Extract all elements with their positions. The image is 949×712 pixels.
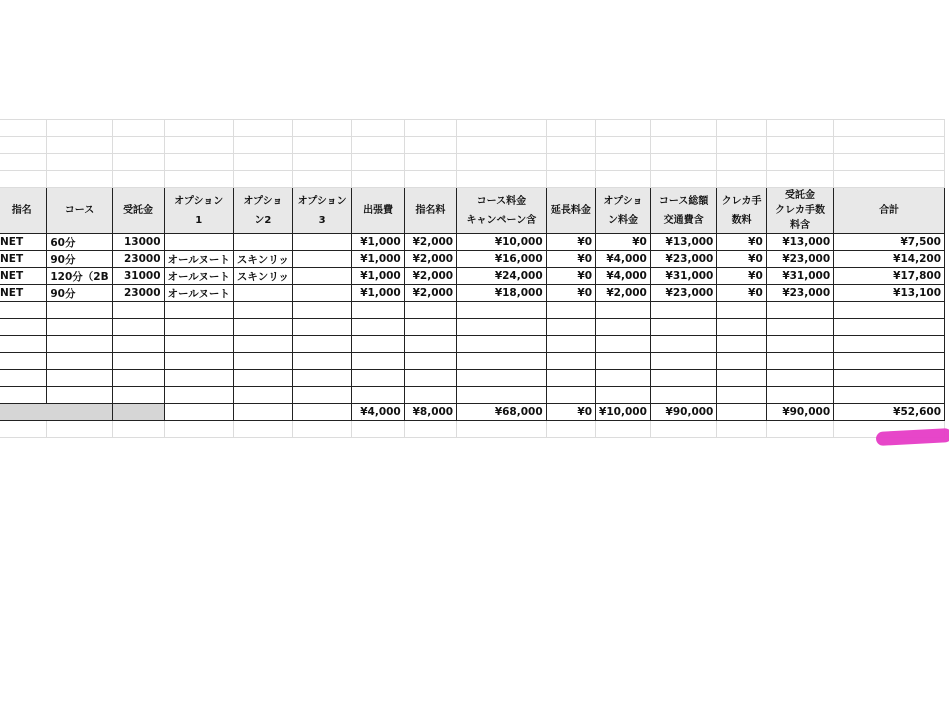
- cell[interactable]: [650, 171, 716, 188]
- cell[interactable]: [650, 154, 716, 171]
- cell[interactable]: ¥13,100: [834, 285, 945, 302]
- cell[interactable]: [404, 387, 456, 404]
- cell[interactable]: [834, 353, 945, 370]
- cell[interactable]: [164, 353, 233, 370]
- cell[interactable]: [834, 171, 945, 188]
- cell[interactable]: [457, 171, 547, 188]
- cell[interactable]: [457, 370, 547, 387]
- cell[interactable]: [112, 302, 164, 319]
- column-header[interactable]: 指名料: [404, 188, 456, 234]
- cell[interactable]: [717, 137, 766, 154]
- cell[interactable]: [766, 387, 833, 404]
- cell[interactable]: [717, 336, 766, 353]
- cell[interactable]: [292, 234, 352, 251]
- cell[interactable]: オールヌート: [164, 268, 233, 285]
- cell[interactable]: [596, 319, 651, 336]
- cell[interactable]: [457, 353, 547, 370]
- cell[interactable]: [352, 336, 404, 353]
- column-header[interactable]: コース: [47, 188, 112, 234]
- cell[interactable]: [457, 319, 547, 336]
- cell[interactable]: [0, 370, 47, 387]
- empty-row: [0, 120, 945, 137]
- column-header[interactable]: クレカ手 数料: [717, 188, 766, 234]
- cell[interactable]: [164, 234, 233, 251]
- cell[interactable]: [292, 137, 352, 154]
- cell[interactable]: [0, 137, 47, 154]
- cell[interactable]: [112, 353, 164, 370]
- empty-row: [0, 302, 945, 319]
- total-course-total[interactable]: ¥90,000: [650, 404, 716, 421]
- cell[interactable]: [0, 120, 47, 137]
- cell[interactable]: ¥17,800: [834, 268, 945, 285]
- cell[interactable]: [47, 370, 112, 387]
- cell[interactable]: [233, 370, 292, 387]
- cell[interactable]: [766, 336, 833, 353]
- cell[interactable]: [352, 421, 404, 438]
- cell[interactable]: [112, 137, 164, 154]
- cell[interactable]: [164, 137, 233, 154]
- cell[interactable]: [650, 302, 716, 319]
- highlight-marker: [876, 428, 949, 446]
- cell[interactable]: 31000: [112, 268, 164, 285]
- cell[interactable]: 90分: [47, 251, 112, 268]
- cell[interactable]: ¥0: [717, 251, 766, 268]
- cell[interactable]: ¥10,000: [457, 234, 547, 251]
- table-row: [0, 268, 945, 285]
- cell[interactable]: ¥23,000: [766, 285, 833, 302]
- cell[interactable]: [0, 302, 47, 319]
- cell[interactable]: [352, 137, 404, 154]
- cell[interactable]: [292, 404, 352, 421]
- cell[interactable]: [292, 285, 352, 302]
- totals-label-cell[interactable]: [0, 404, 112, 421]
- cell[interactable]: [596, 171, 651, 188]
- cell[interactable]: [292, 251, 352, 268]
- cell[interactable]: オールヌート: [164, 251, 233, 268]
- cell[interactable]: [457, 154, 547, 171]
- header-row: [0, 188, 945, 234]
- cell[interactable]: [457, 137, 547, 154]
- cell[interactable]: [164, 387, 233, 404]
- cell[interactable]: [0, 353, 47, 370]
- cell[interactable]: [233, 336, 292, 353]
- cell[interactable]: [834, 137, 945, 154]
- column-header[interactable]: オプション 3: [292, 188, 352, 234]
- cell[interactable]: [766, 137, 833, 154]
- cell[interactable]: [546, 370, 595, 387]
- column-header[interactable]: 出張費: [352, 188, 404, 234]
- cell[interactable]: [546, 319, 595, 336]
- cell[interactable]: スキンリッ: [233, 251, 292, 268]
- cell[interactable]: [546, 336, 595, 353]
- cell[interactable]: [233, 421, 292, 438]
- cell[interactable]: [292, 421, 352, 438]
- cell[interactable]: [717, 154, 766, 171]
- cell[interactable]: [834, 154, 945, 171]
- cell[interactable]: ¥31,000: [766, 268, 833, 285]
- totals-row: [0, 404, 945, 421]
- cell[interactable]: ¥24,000: [457, 268, 547, 285]
- cell[interactable]: [650, 387, 716, 404]
- cell[interactable]: [352, 319, 404, 336]
- cell[interactable]: [233, 171, 292, 188]
- cell[interactable]: [546, 421, 595, 438]
- cell[interactable]: ¥1,000: [352, 268, 404, 285]
- empty-row: [0, 137, 945, 154]
- column-header[interactable]: 受託金 クレカ手数 料含: [766, 188, 833, 234]
- cell[interactable]: [352, 171, 404, 188]
- cell[interactable]: [457, 336, 547, 353]
- cell[interactable]: [546, 387, 595, 404]
- cell[interactable]: [47, 137, 112, 154]
- cell[interactable]: [596, 421, 651, 438]
- cell[interactable]: ¥13,000: [766, 234, 833, 251]
- cell[interactable]: スキンリッ: [233, 268, 292, 285]
- cell[interactable]: [233, 154, 292, 171]
- cell[interactable]: [352, 302, 404, 319]
- cell[interactable]: ¥2,000: [596, 285, 651, 302]
- cell[interactable]: [834, 120, 945, 137]
- cell[interactable]: ¥0: [546, 251, 595, 268]
- empty-row: [0, 336, 945, 353]
- column-header[interactable]: コース料金 キャンペーン含: [457, 188, 547, 234]
- cell[interactable]: ¥0: [546, 285, 595, 302]
- empty-row: [0, 421, 945, 438]
- empty-row: [0, 171, 945, 188]
- cell[interactable]: [766, 171, 833, 188]
- cell[interactable]: [0, 421, 47, 438]
- cell[interactable]: [233, 120, 292, 137]
- cell[interactable]: [404, 319, 456, 336]
- cell[interactable]: ¥0: [717, 234, 766, 251]
- cell[interactable]: [717, 171, 766, 188]
- cell[interactable]: [292, 120, 352, 137]
- cell[interactable]: NET: [0, 251, 47, 268]
- cell[interactable]: ¥2,000: [404, 234, 456, 251]
- column-header[interactable]: 指名: [0, 188, 47, 234]
- cell[interactable]: [404, 171, 456, 188]
- column-header[interactable]: コース総額 交通費含: [650, 188, 716, 234]
- cell[interactable]: [164, 154, 233, 171]
- cell[interactable]: [596, 370, 651, 387]
- total-option[interactable]: ¥10,000: [596, 404, 651, 421]
- cell[interactable]: [164, 319, 233, 336]
- cell[interactable]: [352, 387, 404, 404]
- cell[interactable]: [717, 421, 766, 438]
- cell[interactable]: [766, 353, 833, 370]
- cell[interactable]: [47, 336, 112, 353]
- cell[interactable]: [0, 336, 47, 353]
- cell[interactable]: [717, 319, 766, 336]
- cell[interactable]: [717, 370, 766, 387]
- cell[interactable]: [457, 302, 547, 319]
- cell[interactable]: [233, 353, 292, 370]
- cell[interactable]: [0, 387, 47, 404]
- cell[interactable]: 23000: [112, 285, 164, 302]
- cell[interactable]: [47, 171, 112, 188]
- cell[interactable]: [47, 353, 112, 370]
- cell[interactable]: [766, 120, 833, 137]
- cell[interactable]: [47, 319, 112, 336]
- cell[interactable]: [650, 120, 716, 137]
- cell[interactable]: [404, 336, 456, 353]
- cell[interactable]: [766, 421, 833, 438]
- cell[interactable]: [650, 421, 716, 438]
- cell[interactable]: [292, 387, 352, 404]
- total-nomination[interactable]: ¥8,000: [404, 404, 456, 421]
- cell[interactable]: [766, 302, 833, 319]
- cell[interactable]: [834, 370, 945, 387]
- spreadsheet-grid: [0, 119, 945, 438]
- cell[interactable]: [292, 319, 352, 336]
- table-row: [0, 251, 945, 268]
- cell[interactable]: ¥0: [546, 234, 595, 251]
- cell[interactable]: NET: [0, 285, 47, 302]
- cell[interactable]: NET: [0, 234, 47, 251]
- cell[interactable]: [47, 387, 112, 404]
- cell[interactable]: [112, 171, 164, 188]
- total-deposit-card[interactable]: ¥90,000: [766, 404, 833, 421]
- cell[interactable]: [596, 154, 651, 171]
- cell[interactable]: [717, 302, 766, 319]
- cell[interactable]: [766, 319, 833, 336]
- cell[interactable]: [112, 336, 164, 353]
- cell[interactable]: [233, 302, 292, 319]
- table-row: [0, 285, 945, 302]
- cell[interactable]: [292, 353, 352, 370]
- cell[interactable]: 90分: [47, 285, 112, 302]
- cell[interactable]: ¥7,500: [834, 234, 945, 251]
- cell[interactable]: [164, 404, 233, 421]
- cell[interactable]: [47, 302, 112, 319]
- cell[interactable]: [292, 171, 352, 188]
- cell[interactable]: [164, 171, 233, 188]
- cell[interactable]: ¥31,000: [650, 268, 716, 285]
- cell[interactable]: [292, 154, 352, 171]
- cell[interactable]: [404, 353, 456, 370]
- cell[interactable]: ¥2,000: [404, 285, 456, 302]
- cell[interactable]: [457, 120, 547, 137]
- cell[interactable]: [0, 319, 47, 336]
- cell[interactable]: [164, 336, 233, 353]
- cell[interactable]: [650, 319, 716, 336]
- cell[interactable]: [546, 137, 595, 154]
- grand-total[interactable]: ¥52,600: [834, 404, 945, 421]
- cell[interactable]: [47, 421, 112, 438]
- cell[interactable]: ¥1,000: [352, 251, 404, 268]
- cell[interactable]: [650, 370, 716, 387]
- empty-row: [0, 387, 945, 404]
- cell[interactable]: [233, 387, 292, 404]
- cell[interactable]: [546, 154, 595, 171]
- total-course[interactable]: ¥68,000: [457, 404, 547, 421]
- cell[interactable]: [0, 154, 47, 171]
- cell[interactable]: [404, 421, 456, 438]
- cell[interactable]: [457, 421, 547, 438]
- cell[interactable]: 120分（2B: [47, 268, 112, 285]
- empty-row: [0, 370, 945, 387]
- cell[interactable]: ¥23,000: [766, 251, 833, 268]
- cell[interactable]: [834, 387, 945, 404]
- cell[interactable]: [164, 120, 233, 137]
- cell[interactable]: [766, 154, 833, 171]
- cell[interactable]: ¥23,000: [650, 285, 716, 302]
- cell[interactable]: [112, 370, 164, 387]
- cell[interactable]: [546, 353, 595, 370]
- cell[interactable]: [834, 319, 945, 336]
- cell[interactable]: ¥0: [717, 285, 766, 302]
- cell[interactable]: [233, 404, 292, 421]
- empty-row: [0, 319, 945, 336]
- cell[interactable]: [766, 370, 833, 387]
- cell[interactable]: ¥4,000: [596, 251, 651, 268]
- cell[interactable]: オールヌート: [164, 285, 233, 302]
- cell[interactable]: [834, 336, 945, 353]
- empty-row: [0, 154, 945, 171]
- cell[interactable]: ¥13,000: [650, 234, 716, 251]
- cell[interactable]: [596, 137, 651, 154]
- column-header[interactable]: オプショ ン料金: [596, 188, 651, 234]
- cell[interactable]: [352, 120, 404, 137]
- cell[interactable]: NET: [0, 268, 47, 285]
- cell[interactable]: [596, 353, 651, 370]
- cell[interactable]: ¥1,000: [352, 234, 404, 251]
- cell[interactable]: [112, 387, 164, 404]
- cell[interactable]: [404, 137, 456, 154]
- total-card-fee[interactable]: [717, 404, 766, 421]
- cell[interactable]: [233, 319, 292, 336]
- cell[interactable]: ¥0: [546, 268, 595, 285]
- cell[interactable]: [233, 137, 292, 154]
- cell[interactable]: ¥18,000: [457, 285, 547, 302]
- column-header[interactable]: オプション 1: [164, 188, 233, 234]
- cell[interactable]: ¥2,000: [404, 251, 456, 268]
- cell[interactable]: [457, 387, 547, 404]
- cell[interactable]: [650, 353, 716, 370]
- cell[interactable]: ¥14,200: [834, 251, 945, 268]
- cell[interactable]: [164, 421, 233, 438]
- total-extension[interactable]: ¥0: [546, 404, 595, 421]
- table-row: [0, 234, 945, 251]
- cell[interactable]: [164, 302, 233, 319]
- cell[interactable]: [596, 336, 651, 353]
- cell[interactable]: [164, 370, 233, 387]
- cell[interactable]: 13000: [112, 234, 164, 251]
- cell[interactable]: [47, 154, 112, 171]
- cell[interactable]: ¥4,000: [596, 268, 651, 285]
- cell[interactable]: ¥0: [717, 268, 766, 285]
- cell[interactable]: [546, 120, 595, 137]
- cell[interactable]: [717, 387, 766, 404]
- cell[interactable]: [47, 120, 112, 137]
- cell[interactable]: [292, 370, 352, 387]
- cell[interactable]: [404, 154, 456, 171]
- column-header[interactable]: オプショ ン2: [233, 188, 292, 234]
- cell[interactable]: 60分: [47, 234, 112, 251]
- cell[interactable]: [717, 353, 766, 370]
- cell[interactable]: ¥16,000: [457, 251, 547, 268]
- cell[interactable]: [546, 171, 595, 188]
- cell[interactable]: [650, 336, 716, 353]
- cell[interactable]: [292, 302, 352, 319]
- empty-row: [0, 353, 945, 370]
- cell[interactable]: [650, 137, 716, 154]
- cell[interactable]: [112, 120, 164, 137]
- cell[interactable]: [352, 370, 404, 387]
- cell[interactable]: [834, 302, 945, 319]
- cell[interactable]: [233, 285, 292, 302]
- cell[interactable]: [596, 120, 651, 137]
- cell[interactable]: [112, 421, 164, 438]
- cell[interactable]: [404, 302, 456, 319]
- cell[interactable]: [233, 234, 292, 251]
- cell[interactable]: [112, 154, 164, 171]
- cell[interactable]: ¥1,000: [352, 285, 404, 302]
- cell[interactable]: [112, 319, 164, 336]
- cell[interactable]: [404, 370, 456, 387]
- column-header[interactable]: 合計: [834, 188, 945, 234]
- cell[interactable]: [0, 171, 47, 188]
- cell[interactable]: [292, 268, 352, 285]
- cell[interactable]: [596, 302, 651, 319]
- cell[interactable]: ¥0: [596, 234, 651, 251]
- cell[interactable]: [546, 302, 595, 319]
- cell[interactable]: ¥2,000: [404, 268, 456, 285]
- cell[interactable]: [352, 353, 404, 370]
- cell[interactable]: [596, 387, 651, 404]
- cell[interactable]: 23000: [112, 251, 164, 268]
- cell[interactable]: [717, 120, 766, 137]
- cell[interactable]: [404, 120, 456, 137]
- total-travel[interactable]: ¥4,000: [352, 404, 404, 421]
- cell[interactable]: ¥23,000: [650, 251, 716, 268]
- cell[interactable]: [352, 154, 404, 171]
- cell[interactable]: [292, 336, 352, 353]
- cell[interactable]: [112, 404, 164, 421]
- column-header[interactable]: 受託金: [112, 188, 164, 234]
- column-header[interactable]: 延長料金: [546, 188, 595, 234]
